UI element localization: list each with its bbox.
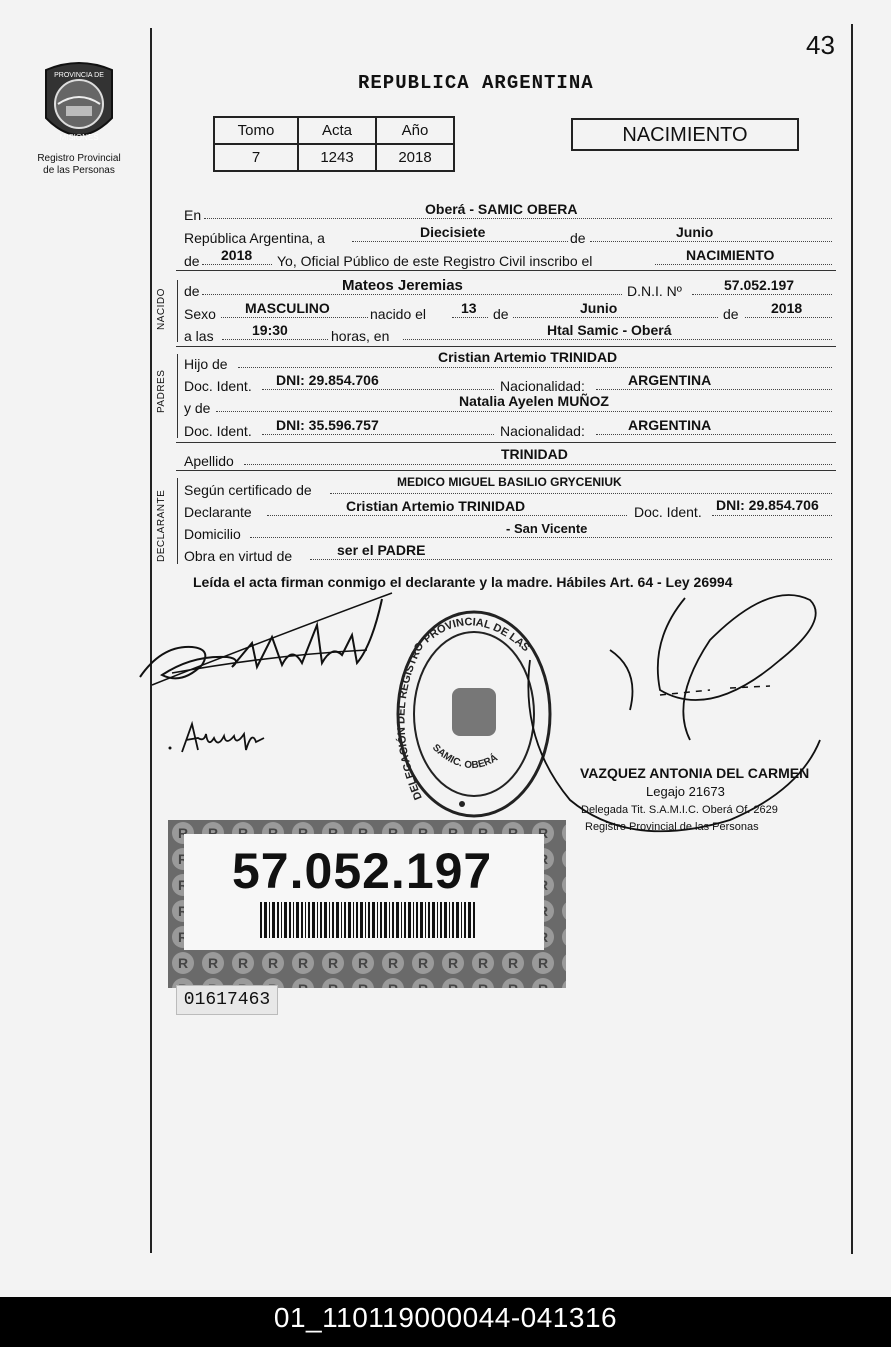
nacido-nombre: Mateos Jeremias bbox=[342, 277, 463, 294]
dotted-line bbox=[596, 434, 832, 435]
republica-label: República Argentina, a bbox=[184, 230, 325, 246]
padre-nac-label: Nacionalidad: bbox=[500, 378, 585, 394]
intro-de2-label: de bbox=[184, 253, 200, 269]
officer-name: VAZQUEZ ANTONIA DEL CARMEN bbox=[580, 765, 810, 781]
certificado-value: MEDICO MIGUEL BASILIO GRYCENIUK bbox=[397, 475, 622, 489]
acta-header: Acta bbox=[298, 117, 376, 144]
dotted-line bbox=[330, 493, 832, 494]
dotted-line bbox=[238, 367, 832, 368]
document-title: REPUBLICA ARGENTINA bbox=[358, 72, 594, 94]
page-number: 43 bbox=[806, 30, 835, 60]
domicilio-value: - San Vicente bbox=[506, 521, 588, 536]
officer-legajo: Legajo 21673 bbox=[646, 784, 725, 799]
dotted-line bbox=[310, 559, 832, 560]
sticker-dni-number: 57.052.197 bbox=[232, 843, 493, 899]
dotted-line bbox=[267, 515, 627, 516]
declarante-bar bbox=[177, 478, 178, 564]
dotted-line bbox=[452, 317, 488, 318]
dotted-line bbox=[596, 389, 832, 390]
dni-label: D.N.I. Nº bbox=[627, 283, 682, 299]
intro-de-label: de bbox=[570, 230, 586, 246]
tomo-value: 7 bbox=[214, 144, 298, 171]
alas-label: a las bbox=[184, 328, 214, 344]
dotted-line bbox=[745, 317, 832, 318]
madre-doc-label: Doc. Ident. bbox=[184, 423, 252, 439]
section-divider bbox=[176, 442, 836, 443]
nacido-de-label: de bbox=[184, 283, 200, 299]
apellido-label: Apellido bbox=[184, 453, 234, 469]
padres-bar bbox=[177, 354, 178, 438]
dotted-line bbox=[692, 294, 832, 295]
nacido-de-label-2: de bbox=[493, 306, 509, 322]
svg-text:SAMIC. OBERÁ bbox=[430, 742, 500, 771]
nacido-sexo: MASCULINO bbox=[245, 300, 330, 316]
madre-nombre: Natalia Ayelen MUÑOZ bbox=[459, 393, 609, 409]
hijo-de-label: Hijo de bbox=[184, 356, 228, 372]
svg-text:MISIONES: MISIONES bbox=[59, 133, 99, 142]
certificado-label: Según certificado de bbox=[184, 482, 312, 498]
declarante-doc-label: Doc. Ident. bbox=[634, 504, 702, 520]
nacido-bar bbox=[177, 280, 178, 342]
padre-nombre: Cristian Artemio TRINIDAD bbox=[438, 349, 618, 365]
dotted-line bbox=[655, 264, 832, 265]
declarante-label: Declarante bbox=[184, 504, 252, 520]
officer-organization: Registro Provincial de las Personas bbox=[585, 821, 759, 833]
madre-nacionalidad: ARGENTINA bbox=[628, 417, 712, 433]
province-shield-logo bbox=[40, 60, 118, 148]
dotted-line bbox=[202, 294, 622, 295]
dotted-line bbox=[590, 241, 832, 242]
officer-cargo: Delegada Tit. S.A.M.I.C. Oberá Of. 2629 bbox=[581, 804, 778, 816]
intro-dia: Diecisiete bbox=[420, 224, 486, 240]
logo-caption-line-1: Registro Provincial bbox=[37, 153, 121, 164]
padre-nacionalidad: ARGENTINA bbox=[628, 372, 712, 388]
padre-doc-label: Doc. Ident. bbox=[184, 378, 252, 394]
dotted-line bbox=[250, 537, 832, 538]
apellido-value: TRINIDAD bbox=[501, 446, 568, 462]
registry-table bbox=[213, 116, 455, 172]
seal-outer-text: DELEGACIÓN DEL REGISTRO PROVINCIAL DE LAS bbox=[395, 616, 532, 802]
dotted-line bbox=[712, 515, 832, 516]
declarante-value: Cristian Artemio TRINIDAD bbox=[346, 498, 526, 514]
dotted-line bbox=[222, 339, 328, 340]
madre-doc: DNI: 35.596.757 bbox=[276, 417, 379, 433]
dotted-line bbox=[262, 389, 494, 390]
seal-inner-text: SAMIC. OBERÁ bbox=[430, 742, 500, 772]
signing-legend: Leída el acta firman conmigo el declarante y la madre. Hábiles Art. 64 - Ley 26994 bbox=[193, 574, 733, 590]
dotted-line bbox=[216, 411, 832, 412]
acta-value: 1243 bbox=[298, 144, 376, 171]
nacido-anio: 2018 bbox=[771, 300, 803, 316]
declarante-section-label: DECLARANTE bbox=[156, 489, 167, 562]
nacido-lugar: Htal Samic - Oberá bbox=[547, 322, 672, 338]
logo-caption bbox=[20, 153, 138, 177]
anio-header: Año bbox=[376, 117, 454, 144]
obra-label: Obra en virtud de bbox=[184, 548, 293, 564]
section-divider bbox=[176, 470, 836, 471]
nacido-mes: Junio bbox=[580, 300, 618, 316]
tomo-header: Tomo bbox=[214, 117, 298, 144]
logo-caption-line-2: de las Personas bbox=[43, 165, 115, 176]
inscribo-value: NACIMIENTO bbox=[686, 247, 775, 263]
obra-value: ser el PADRE bbox=[337, 542, 426, 558]
section-divider bbox=[176, 346, 836, 347]
nacido-hora: 19:30 bbox=[252, 322, 288, 338]
declarante-doc: DNI: 29.854.706 bbox=[716, 497, 819, 513]
nacido-el-label: nacido el bbox=[370, 306, 427, 322]
svg-text:PROVINCIA DE: PROVINCIA DE bbox=[54, 72, 104, 79]
nacido-section-label: NACIDO bbox=[156, 288, 167, 330]
intro-mes: Junio bbox=[676, 224, 714, 240]
dotted-line bbox=[202, 264, 272, 265]
padres-section-label: PADRES bbox=[156, 369, 167, 413]
dotted-line bbox=[352, 241, 568, 242]
scan-id-footer: 01_110119000044-041316 bbox=[0, 1297, 891, 1347]
anio-value: 2018 bbox=[376, 144, 454, 171]
dotted-line bbox=[403, 339, 832, 340]
mother-signature bbox=[164, 712, 284, 762]
sticker-serial: 01617463 bbox=[176, 985, 278, 1015]
right-margin-line bbox=[851, 24, 853, 1254]
intro-anio: 2018 bbox=[221, 247, 253, 263]
domicilio-label: Domicilio bbox=[184, 526, 241, 542]
sexo-label: Sexo bbox=[184, 306, 216, 322]
nacido-de-label-3: de bbox=[723, 306, 739, 322]
dotted-line bbox=[244, 464, 832, 465]
en-value: Oberá - SAMIC OBERA bbox=[425, 201, 578, 217]
madre-nac-label: Nacionalidad: bbox=[500, 423, 585, 439]
declarant-signature bbox=[132, 585, 402, 700]
dotted-line bbox=[204, 218, 832, 219]
padre-doc: DNI: 29.854.706 bbox=[276, 372, 379, 388]
y-de-label: y de bbox=[184, 400, 211, 416]
dotted-line bbox=[221, 317, 368, 318]
nacido-dia: 13 bbox=[461, 300, 477, 316]
nacido-dni: 57.052.197 bbox=[724, 277, 795, 293]
en-label: En bbox=[184, 207, 202, 223]
officer-signature bbox=[510, 580, 840, 860]
section-divider bbox=[176, 270, 836, 271]
document-type-box: NACIMIENTO bbox=[571, 118, 799, 151]
oficial-label: Yo, Oficial Público de este Registro Civil inscribo el bbox=[277, 253, 593, 269]
dotted-line bbox=[513, 317, 718, 318]
dotted-line bbox=[262, 434, 494, 435]
horas-en-label: horas, en bbox=[331, 328, 390, 344]
